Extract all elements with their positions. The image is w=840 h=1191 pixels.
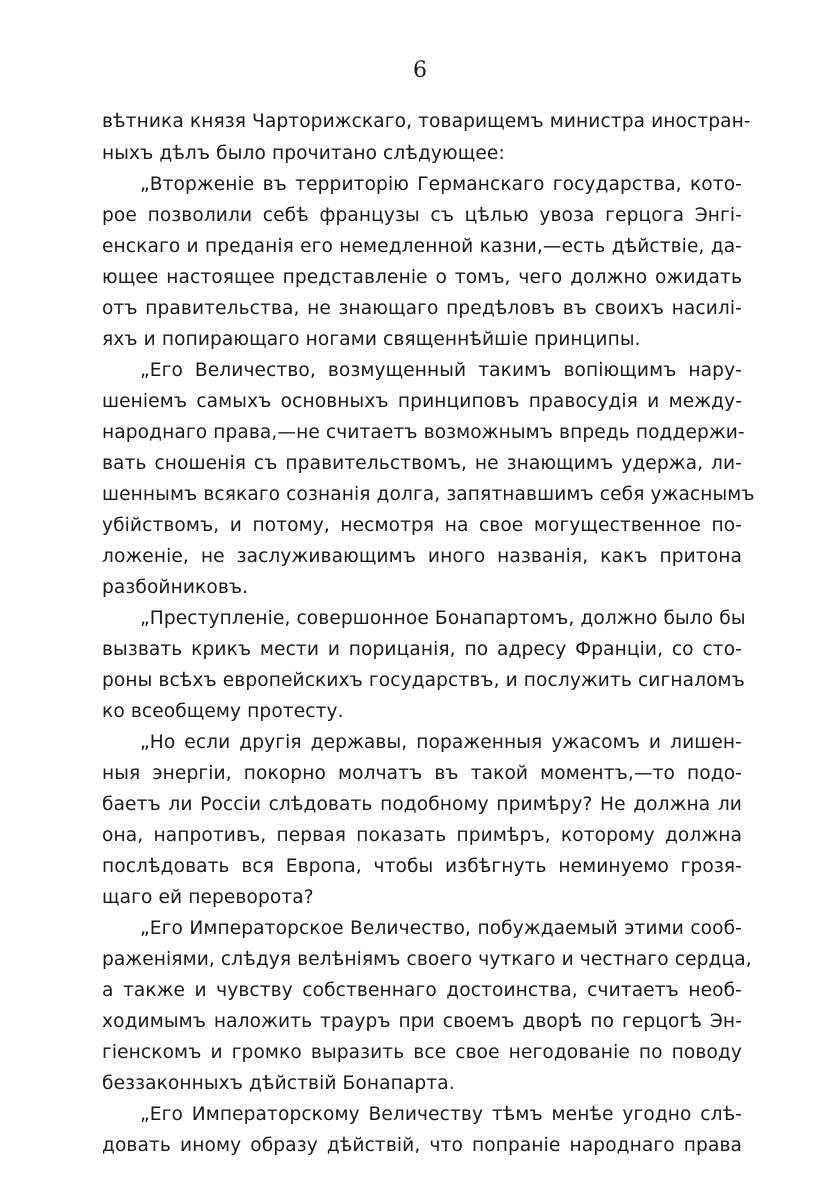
text-line: убійствомъ, и потому, несмотря на свое могущественное по-	[102, 515, 742, 536]
text-line: „Его Императорское Величество, побуждаемый этими сооб-	[140, 918, 742, 939]
text-line: щаго ей переворота?	[102, 887, 314, 908]
text-line: раженіями, слѣдуя велѣніямъ своего чуткаго и честнаго сердца,	[102, 949, 752, 970]
text-line: баетъ ли Россіи слѣдовать подобному примѣру? Не должна ли	[102, 794, 742, 815]
text-line: довать иному образу дѣйствій, что попраніе народнаго права	[102, 1135, 742, 1156]
text-line: послѣдовать вся Европа, чтобы избѣгнуть неминуемо грозя-	[102, 856, 742, 877]
text-line: „Его Императорскому Величеству тѣмъ менѣе угодно слѣ-	[140, 1104, 742, 1125]
text-line: ходимымъ наложить трауръ при своемъ дворѣ по герцогѣ Эн-	[102, 1011, 742, 1032]
text-line: разбойниковъ.	[102, 577, 249, 598]
text-line: гіенскомъ и громко выразить все свое негодованіе по поводу	[102, 1042, 742, 1063]
text-line: ныхъ дѣлъ было прочитано слѣдующее:	[102, 143, 505, 164]
text-line: отъ правительства, не знающаго предѣловъ въ своихъ насилі-	[102, 298, 742, 319]
text-line: енскаго и преданія его немедленной казни,—есть дѣйствіе, да-	[102, 236, 742, 257]
text-line: „Но если другія державы, пораженныя ужасомъ и лишен-	[140, 732, 742, 753]
text-line: рое позволили себѣ французы съ цѣлью увоза герцога Энгі-	[102, 205, 742, 226]
text-line: „Преступленіе, совершонное Бонапартомъ, должно было бы	[140, 608, 746, 629]
text-line: роны всѣхъ европейскихъ государствъ, и послужить сигналомъ	[102, 670, 745, 691]
text-line: яхъ и попирающаго ногами священнѣйшіе принципы.	[102, 329, 641, 350]
text-line: ко всеобщему протесту.	[102, 701, 344, 722]
text-line: „Его Величество, возмущенный такимъ вопіющимъ нару-	[140, 360, 742, 381]
text-line: шеніемъ самыхъ основныхъ принциповъ правосудія и между-	[102, 391, 742, 412]
text-line: народнаго права,—не считаетъ возможнымъ впредь поддержи-	[102, 422, 745, 443]
text-line: вать сношенія съ правительствомъ, не знающимъ удержа, ли-	[102, 453, 742, 474]
text-line: „Вторженіе въ территорію Германскаго государства, кото-	[140, 174, 742, 195]
text-line: она, напротивъ, первая показать примѣръ, которому должна	[102, 825, 742, 846]
text-line: вызвать крикъ мести и порицанія, по адресу Франціи, со сто-	[102, 639, 742, 660]
page-number: 6	[413, 58, 427, 83]
text-line: ющее настоящее представленіе о томъ, чего должно ожидать	[102, 267, 742, 288]
text-line: ложеніе, не заслуживающимъ иного названія, какъ притона	[102, 546, 742, 567]
text-line: шеннымъ всякаго сознанія долга, запятнавшимъ себя ужаснымъ	[102, 484, 755, 505]
text-line: вѣтника князя Чарторижскаго, товарищемъ министра иностран-	[102, 111, 751, 132]
text-line: ныя энергіи, покорно молчатъ въ такой моментъ,—то подо-	[102, 763, 742, 784]
text-line: а также и чувству собственнаго достоинства, считаетъ необ-	[102, 980, 742, 1001]
text-line: беззаконныхъ дѣйствій Бонапарта.	[102, 1073, 455, 1094]
